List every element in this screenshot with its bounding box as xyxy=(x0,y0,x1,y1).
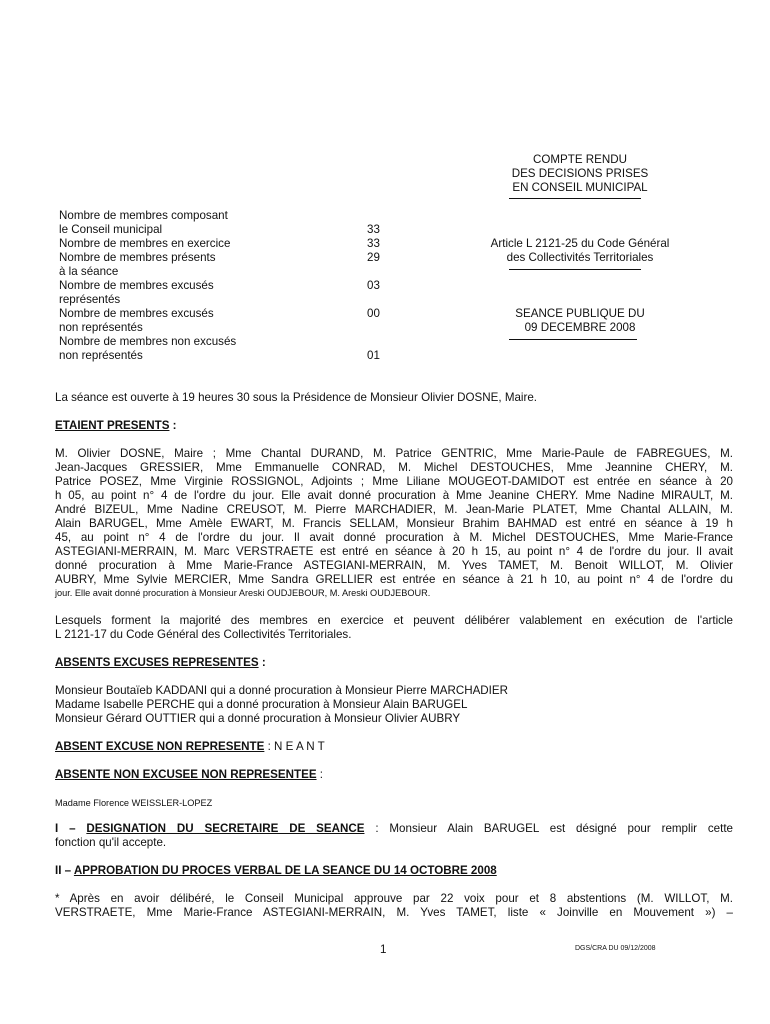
absents-rep-heading-line xyxy=(55,656,266,670)
article-divider xyxy=(509,269,641,270)
section1-heading: DESIGNATION DU SECRETAIRE DE SEANCE xyxy=(86,822,365,835)
members-label: Nombre de membres excusés xyxy=(59,307,214,320)
absent-rep-item: Monsieur Gérard OUTTIER qui a donné procuration à Monsieur Olivier AUBRY xyxy=(55,712,461,725)
section2-heading: APPROBATION DU PROCES VERBAL DE LA SEANCE DU 14 OCTOBRE 2008 xyxy=(73,864,497,877)
majority-line-2: L 2121-17 du Code Général des Collectivités Territoriales. xyxy=(55,628,352,641)
absent-nonrep-value: : N E A N T xyxy=(264,740,325,753)
absente-name: Madame Florence WEISSLER-LOPEZ xyxy=(55,798,213,808)
article-line-1: Article L 2121-25 du Code Général xyxy=(490,237,670,250)
members-label: à la séance xyxy=(59,265,119,278)
section1-line-2: fonction qu'il accepte. xyxy=(55,836,167,849)
opening-sentence: La séance est ouverte à 19 heures 30 sous la Présidence de Monsieur Olivier DOSNE, Maire. xyxy=(55,391,538,404)
footer-reference: DGS/CRA DU 09/12/2008 xyxy=(575,945,656,952)
members-label: Nombre de membres présents xyxy=(59,251,216,264)
absent-nonrep-heading: ABSENT EXCUSE NON REPRESENTE xyxy=(55,740,265,753)
page-number: 1 xyxy=(380,943,387,956)
title-line-3: EN CONSEIL MUNICIPAL xyxy=(512,181,648,194)
session-line-1: SEANCE PUBLIQUE DU xyxy=(515,307,645,320)
absente-heading-line xyxy=(55,768,323,782)
majority-line-1: Lesquels forment la majorité des membres en exercice et peuvent délibérer valablement en exécution de l'article xyxy=(55,614,733,627)
section1-prefix: I – xyxy=(55,822,87,835)
present-line: M. Olivier DOSNE, Maire ; Mme Chantal DURAND, M. Patrice GENTRIC, Mme Marie-Paule de FABREGUES, M. xyxy=(55,447,733,460)
present-heading-line xyxy=(55,419,177,433)
present-line: Alain BARUGEL, Mme Amèle EWART, M. Francis SELLAM, Monsieur Brahim BAHMAD est entré en séance à 19 h xyxy=(55,517,733,530)
present-heading: ETAIENT PRESENTS xyxy=(55,419,170,432)
members-label: Nombre de membres en exercice xyxy=(59,237,231,250)
members-value: 33 xyxy=(367,223,380,236)
article-line-2: des Collectivités Territoriales xyxy=(506,251,654,264)
section1-line-1 xyxy=(55,822,733,836)
members-value: 03 xyxy=(367,279,380,292)
present-line: h 05, au point n° 4 de l'ordre du jour. Elle avait donné procuration à Mme Jeanine CHERY. Mme Nadine MIRAULT, M. xyxy=(55,489,733,502)
present-line: Jean-Jacques GRESSIER, Mme Emmanuelle CONRAD, M. Michel DESTOUCHES, Mme Jeannine CHERY, M. xyxy=(55,461,733,474)
members-label: représentés xyxy=(59,293,121,306)
section2-heading-line xyxy=(55,864,497,878)
present-colon: : xyxy=(169,419,177,432)
members-label: le Conseil municipal xyxy=(59,223,163,236)
members-label: Nombre de membres non excusés xyxy=(59,335,237,348)
members-value: 01 xyxy=(367,349,380,362)
session-divider xyxy=(509,339,637,340)
section2-prefix: II – xyxy=(55,864,74,877)
members-label: non représentés xyxy=(59,321,143,334)
members-label: Nombre de membres composant xyxy=(59,209,228,222)
members-value: 00 xyxy=(367,307,380,320)
title-divider xyxy=(509,198,641,199)
absents-rep-colon: : xyxy=(258,656,266,669)
present-line: ASTEGIANI-MERRAIN, M. Marc VERSTRAETE est entré en séance à 20 h 15, au point n° 4 de l'ordre du jour. Il avait xyxy=(55,545,733,558)
title-line-2: DES DECISIONS PRISES xyxy=(511,167,649,180)
session-date: 09 DECEMBRE 2008 xyxy=(524,321,636,334)
present-line-last: jour. Elle avait donné procuration à Monsieur Areski OUDJEBOUR, M. Areski OUDJEBOUR. xyxy=(55,588,431,598)
absente-heading: ABSENTE NON EXCUSEE NON REPRESENTEE xyxy=(55,768,317,781)
absent-nonrep-line xyxy=(55,740,325,754)
members-label: Nombre de membres excusés xyxy=(59,279,214,292)
section1-text: : Monsieur Alain BARUGEL est désigné pour remplir cette xyxy=(364,822,733,835)
present-line: AUBRY, Mme Sylvie MERCIER, Mme Sandra GRELLIER est entrée en séance à 21 h 10, au point n° 4 de l'ordre du xyxy=(55,573,733,586)
present-line: Patrice POSEZ, Mme Virginie ROSSIGNOL, Adjoints ; Mme Liliane MOUGEOT-DAMIDOT est entrée en séance à 20 xyxy=(55,475,733,488)
present-line: donné procuration à Mme Marie-France ASTEGIANI-MERRAIN, M. Yves TAMET, M. Benoit WILLOT, M. Olivier xyxy=(55,559,733,572)
members-value: 33 xyxy=(367,237,380,250)
present-line: 45, au point n° 4 de l'ordre du jour. Il avait donné procuration à M. Michel DESTOUCHES, Mme Marie-France xyxy=(55,531,733,544)
absent-rep-item: Madame Isabelle PERCHE qui a donné procuration à Monsieur Alain BARUGEL xyxy=(55,698,468,711)
members-value: 29 xyxy=(367,251,380,264)
section2-line-1: * Après en avoir délibéré, le Conseil Municipal approuve par 22 voix pour et 8 abstentions (M. WILLOT, M. xyxy=(55,892,733,905)
members-label: non représentés xyxy=(59,349,143,362)
absents-rep-heading: ABSENTS EXCUSES REPRESENTES xyxy=(55,656,259,669)
absent-rep-item: Monsieur Boutaïeb KADDANI qui a donné procuration à Monsieur Pierre MARCHADIER xyxy=(55,684,509,697)
title-line-1: COMPTE RENDU xyxy=(532,153,628,166)
present-line: André BIZEUL, Mme Nadine CREUSOT, M. Pierre MARCHADIER, M. Jean-Marie PLATET, Mme Chantal ALLAIN, M. xyxy=(55,503,733,516)
absente-colon: : xyxy=(316,768,324,781)
section2-line-2: VERSTRAETE, Mme Marie-France ASTEGIANI-MERRAIN, M. Yves TAMET, liste « Joinville en Mouvement ») – xyxy=(55,906,733,919)
